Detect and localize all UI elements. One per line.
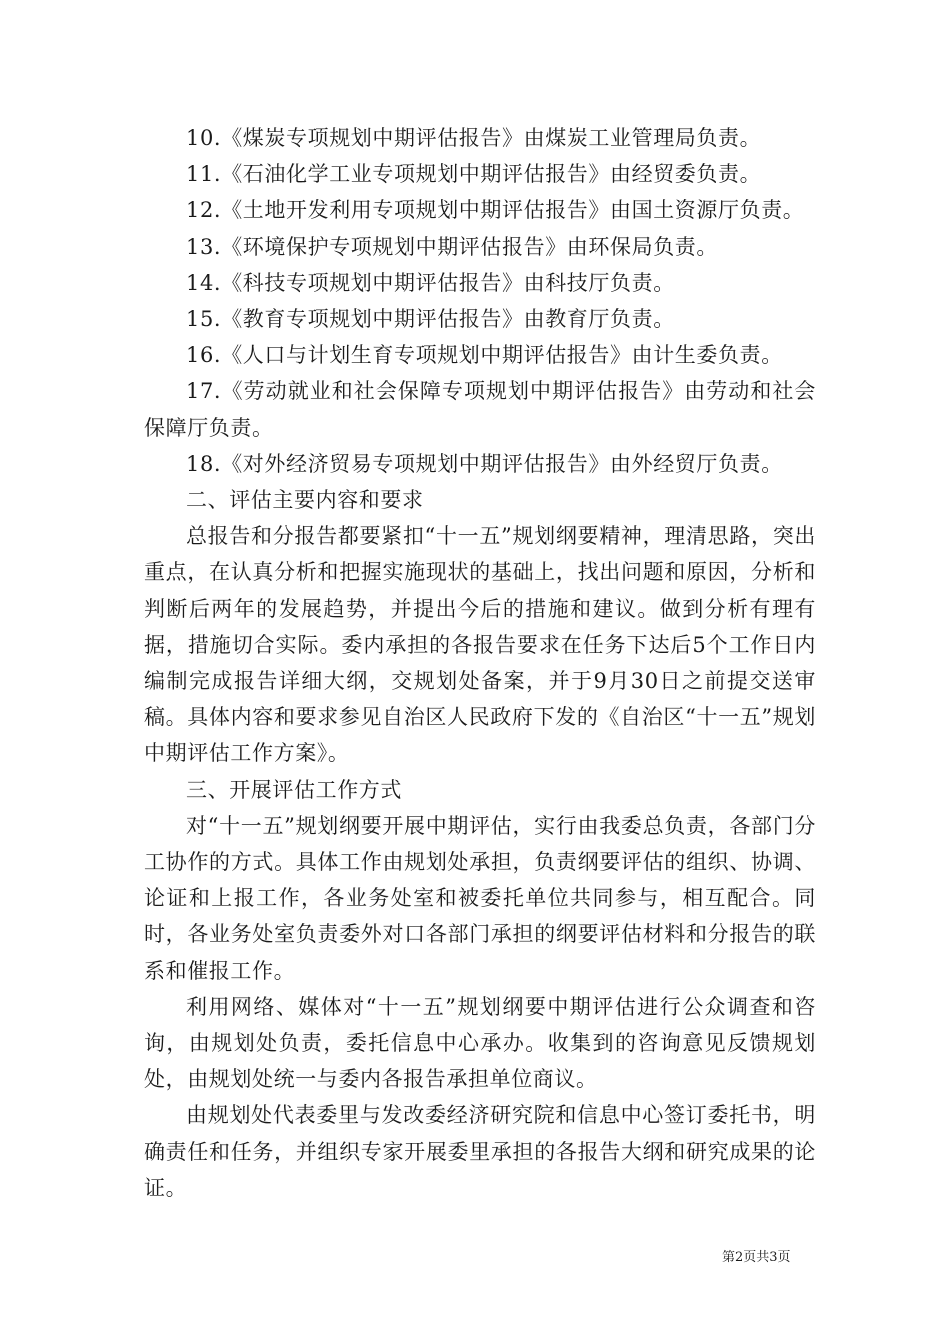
section-heading-2: 二、评估主要内容和要求 [186, 488, 424, 513]
list-item-17: 17.《劳动就业和社会保障专项规划中期评估报告》由劳动和社会保障厅负责。 [144, 379, 816, 440]
document-body [144, 120, 816, 1206]
list-item-14: 14.《科技专项规划中期评估报告》由科技厅负责。 [186, 270, 675, 295]
list-item-11: 11.《石油化学工业专项规划中期评估报告》由经贸委负责。 [186, 162, 762, 187]
page-number: 第2页共3页 [722, 1250, 791, 1265]
list-item-18: 18.《对外经济贸易专项规划中期评估报告》由外经贸厅负责。 [186, 451, 783, 476]
list-item-12: 12.《土地开发利用专项规划中期评估报告》由国土资源厅负责。 [186, 198, 805, 223]
section-3-paragraph-2: 利用网络、媒体对“十一五”规划纲要中期评估进行公众调查和咨询，由规划处负责，委托信息中心承办。收集到的咨询意见反馈规划处，由规划处统一与委内各报告承担单位商议。 [144, 994, 816, 1092]
section-2-paragraph: 总报告和分报告都要紧扣“十一五”规划纲要精神，理清思路，突出重点，在认真分析和把握实施现状的基础上，找出问题和原因，分析和判断后两年的发展趋势，并提出今后的措施和建议。做到分析有理有据，措施切合实际。委内承担的各报告要求在任务下达后5个工作日内编制完成报告详细大纲，交规划处备案，并于9月30日之前提交送审稿。具体内容和要求参见自治区人民政府下发的《自治区“十一五”规划中期评估工作方案》。 [144, 524, 816, 766]
list-item-15: 15.《教育专项规划中期评估报告》由教育厅负责。 [186, 307, 675, 332]
list-item-16: 16.《人口与计划生育专项规划中期评估报告》由计生委负责。 [186, 343, 783, 368]
list-item-10: 10.《煤炭专项规划中期评估报告》由煤炭工业管理局负责。 [186, 126, 762, 150]
section-3-paragraph-1: 对“十一五”规划纲要开展中期评估，实行由我委总负责，各部门分工协作的方式。具体工作由规划处承担，负责纲要评估的组织、协调、论证和上报工作，各业务处室和被委托单位共同参与，相互配合。同时，各业务处室负责委外对口各部门承担的纲要评估材料和分报告的联系和催报工作。 [144, 813, 816, 983]
section-3-paragraph-3: 由规划处代表委里与发改委经济研究院和信息中心签订委托书，明确责任和任务，并组织专家开展委里承担的各报告大纲和研究成果的论证。 [144, 1103, 816, 1200]
list-item-13: 13.《环境保护专项规划中期评估报告》由环保局负责。 [186, 234, 718, 259]
section-heading-3: 三、开展评估工作方式 [186, 777, 402, 802]
